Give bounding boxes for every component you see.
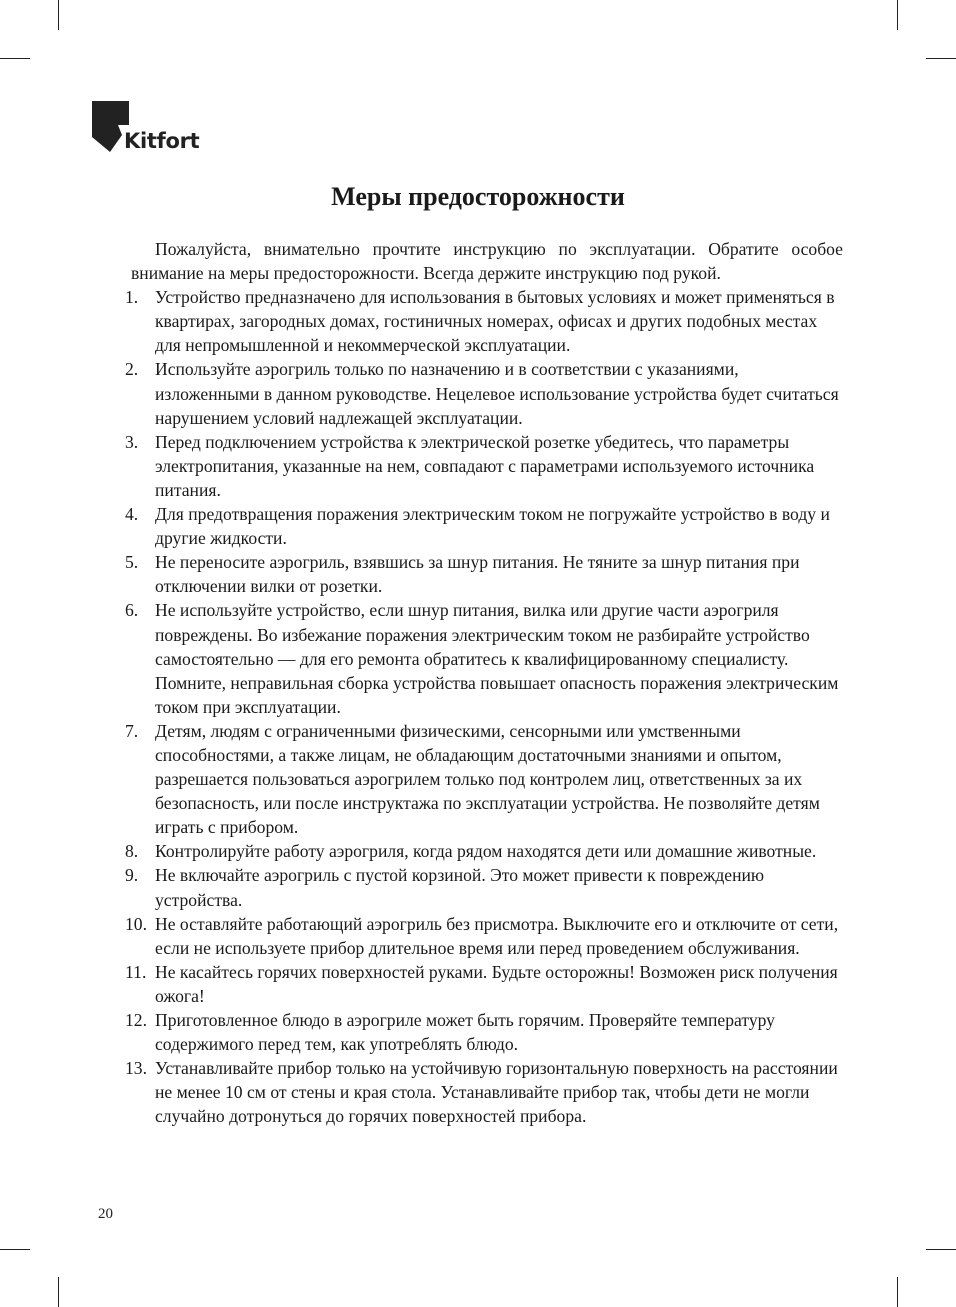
page-number: 20: [98, 1206, 113, 1222]
item-text: Устройство предназначено для использования в бытовых условиях и может применяться в квартирах, загородных домах, гостиничных номерах, офисах и других подобных местах для непромышленной и некоммерческой эксплуатации.: [155, 287, 835, 356]
item-number: 6.: [125, 600, 139, 621]
item-text: Приготовленное блюдо в аэрогриле может быть горячим. Проверяйте температуру содержимого перед тем, как употреблять блюдо.: [155, 1010, 775, 1055]
item-text: Не переносите аэрогриль, взявшись за шнур питания. Не тяните за шнур питания при отключении вилки от розетки.: [155, 552, 800, 597]
crop-mark-top-right-vertical: [897, 0, 898, 30]
list-item: [125, 550, 843, 598]
document-body: [125, 237, 843, 1128]
item-number: 1.: [125, 287, 139, 308]
item-number: 5.: [125, 552, 139, 573]
list-item: [125, 960, 843, 1008]
list-item: [125, 839, 843, 863]
kitfort-logo: [92, 101, 202, 155]
list-item: [125, 1056, 843, 1128]
item-number: 12.: [125, 1010, 147, 1030]
brand-name: Kitfort: [124, 129, 200, 153]
item-number: 9.: [125, 865, 139, 886]
crop-mark-bottom-left-vertical: [58, 1277, 59, 1307]
item-number: 4.: [125, 504, 139, 525]
item-number: 7.: [125, 720, 139, 741]
item-number: 13.: [125, 1058, 147, 1079]
item-text: Используйте аэрогриль только по назначению и в соответствии с указаниями, изложенными в данном руководстве. Нецелевое использование устройства будет считаться нарушением условий надлежащей эксплуатации.: [155, 359, 839, 428]
list-item: [125, 502, 843, 550]
precautions-list: [125, 285, 843, 1128]
item-number: 2.: [125, 359, 139, 380]
item-text: Для предотвращения поражения электрическим током не погружайте устройство в воду и другие жидкости.: [155, 504, 830, 549]
list-item: [125, 598, 843, 718]
intro-paragraph: Пожалуйста, внимательно прочтите инструкцию по эксплуатации. Обратите особое внимание на меры предосторожности. Всегда держите инструкцию под рукой.: [131, 239, 843, 284]
crop-mark-top-right-horizontal: [926, 58, 956, 59]
list-item: [125, 863, 843, 911]
crop-mark-top-left-vertical: [58, 0, 59, 30]
crop-mark-bottom-right-horizontal: [926, 1249, 956, 1250]
item-text: Контролируйте работу аэрогриля, когда рядом находятся дети или домашние животные.: [155, 841, 817, 862]
crop-mark-bottom-right-vertical: [897, 1277, 898, 1307]
item-number: 8.: [125, 841, 139, 862]
list-item: [125, 719, 843, 839]
item-text: Не включайте аэрогриль с пустой корзиной. Это может привести к повреждению устройства.: [155, 865, 765, 910]
list-item: [125, 430, 843, 502]
list-item: [125, 357, 843, 429]
list-item: [125, 285, 843, 357]
crop-mark-top-left-horizontal: [0, 58, 30, 59]
page-title: Меры предосторожности: [331, 182, 625, 211]
item-number: 10.: [125, 913, 147, 934]
item-text: Не используйте устройство, если шнур питания, вилка или другие части аэрогриля повреждены. Во избежание поражения электрическим током не разбирайте устройство самостоятельно — для его ремонта обратитесь к квалифицированному специалисту. Помните, неправильная сборка устройства повышает опасность поражения электрическим током при эксплуатации.: [155, 600, 839, 717]
item-number: 11.: [125, 961, 147, 982]
item-text: Не оставляйте работающий аэрогриль без присмотра. Выключите его и отключите от сети, если не используете прибор длительное время или перед проведением обслуживания.: [155, 913, 839, 958]
item-text: Не касайтесь горячих поверхностей руками. Будьте осторожны! Возможен риск получения ожога!: [155, 961, 838, 1006]
item-text: Перед подключением устройства к электрической розетке убедитесь, что параметры электропитания, указанные на нем, совпадают с параметрами используемого источника питания.: [155, 431, 815, 500]
item-number: 3.: [125, 431, 139, 452]
item-text: Устанавливайте прибор только на устойчивую горизонтальную поверхность на расстоянии не менее 10 см от стены и края стола. Устанавливайте прибор так, чтобы дети не могли случайно дотронуться до горячих поверхностей прибора.: [155, 1058, 838, 1127]
crop-mark-bottom-left-horizontal: [0, 1249, 30, 1250]
list-item: [125, 1008, 843, 1056]
list-item: [125, 912, 843, 960]
item-text: Детям, людям с ограниченными физическими, сенсорными или умственными способностями, а также лицам, не обладающим достаточными знаниями и опытом, разрешается пользоваться аэрогрилем только под контролем лиц, ответственных за их безопасность, или после инструктажа по эксплуатации устройства. Не позволяйте детям играть с прибором.: [155, 720, 820, 838]
